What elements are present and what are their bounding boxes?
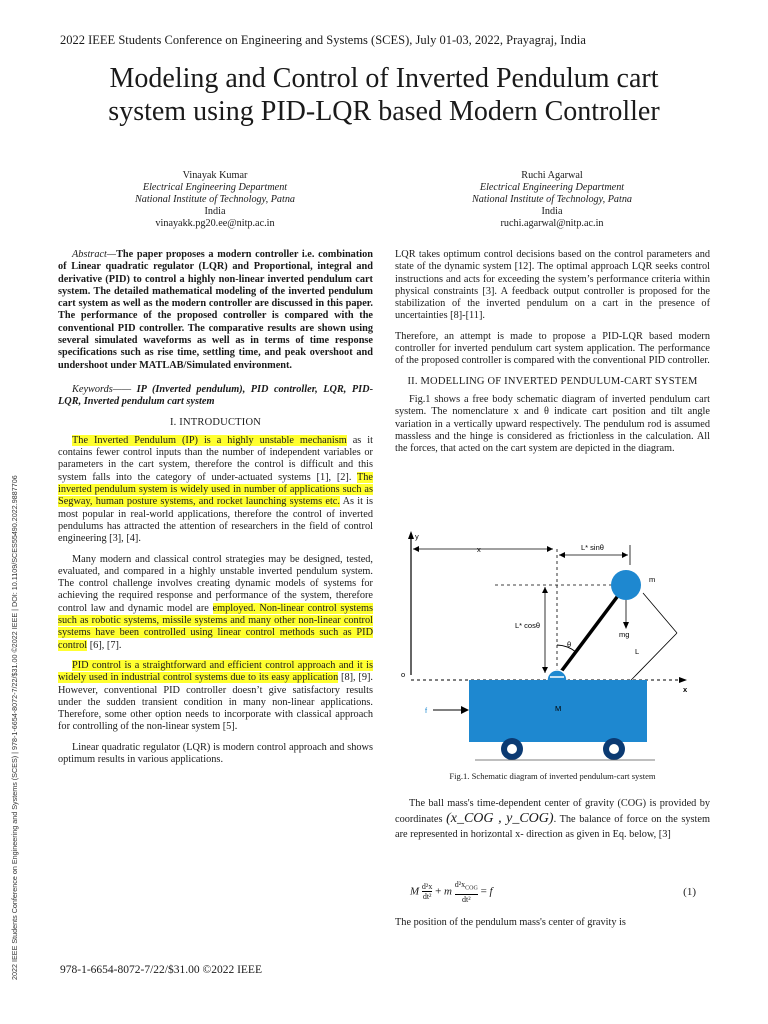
- title-line-1: Modeling and Control of Inverted Pendulum cart: [109, 63, 659, 94]
- y-axis-arrow: [408, 531, 414, 539]
- author-1: [100, 170, 330, 230]
- author-inst: National Institute of Technology, Patna: [134, 194, 296, 205]
- right-paragraph-2: Therefore, an attempt is made to propose a PID-LQR based modern controller for inverted pendulum cart system application. The performance of the proposed controller is compared with the conventional PID controller.: [395, 330, 710, 367]
- keywords-text: IP (Inverted pendulum), PID controller, LQR, PID-LQR, Inverted pendulum cart system: [58, 383, 373, 408]
- abstract-label: Abstract—: [72, 249, 117, 260]
- keywords-label: Keywords——: [72, 383, 132, 395]
- x-axis-arrow: [679, 677, 687, 683]
- label-L: L: [635, 647, 640, 656]
- label-x-axis: x: [683, 685, 688, 694]
- highlight: The inverted pendulum system is widely used in number of applications such as Segway, human posture systems, and rocket launching systems etc.: [58, 471, 373, 508]
- figure-caption: Fig.1. Schematic diagram of inverted pendulum-cart system: [449, 771, 656, 781]
- section-1-heading: I. INTRODUCTION: [169, 416, 262, 428]
- author-country: India: [541, 206, 563, 217]
- highlight: PID control is a straightforward and efficient control approach and it is widely used in industrial control systems due to its easy application: [58, 659, 373, 684]
- abstract: [58, 249, 373, 372]
- intro-paragraph-3: PID control is a straightforward and efficient control approach and it is widely used in industrial control systems due to its easy application [8], [9]. However, conventional PID controller doesn’t give satisfactory results under the sudden transient condition in many non-linear applications. Therefore, some other option needs to incorporate with classical approach for controlling of the non-linear system [5].: [58, 659, 373, 733]
- pendulum-ball: [611, 570, 641, 600]
- right-column-lower: [395, 796, 710, 850]
- L-guide-top: [643, 593, 677, 633]
- intro-paragraph-2: Many modern and classical control strategies may be designed, tested, evaluated, and compared in a highly unstable inverted pendulum system. The control challenge involves creating dynamic models of systems for achieving the required response and performance of the system, therefore control law and dynamic model are employed. Non-linear control systems such as robotic systems, missile systems and many other non-linear control systems have been controlled using linear control methods such as PID control [6], [7].: [58, 553, 373, 651]
- right-paragraph-4: The ball mass's time-dependent center of gravity (COG) is provided by coordinates (x_COG , y_COG). The balance of force on the system are represented in horizontal x- direction as given in Eq. below, [3]: [395, 798, 710, 840]
- author-dept: Electrical Engineering Department: [142, 182, 288, 193]
- title-line-2: system using PID-LQR based Modern Controller: [108, 96, 660, 127]
- author-name: Ruchi Agarwal: [521, 170, 583, 181]
- highlight: employed. Non-linear control systems such as robotic systems, missile systems and many other non-linear control systems have been controlled using linear control methods such as PID control: [58, 602, 373, 651]
- label-x-top: x: [477, 545, 481, 554]
- lsin-arrow-left: [559, 552, 565, 558]
- label-y: y: [415, 532, 419, 541]
- sidebar-text: 2022 IEEE Students Conference on Engineering and Systems (SCES) | 978-1-6654-8072-7/22/$31.00 ©2022 IEEE | DOI: 10.1109/SCES55490.2022.9887706: [10, 475, 19, 980]
- author-email[interactable]: ruchi.agarwal@nitp.ac.in: [500, 218, 604, 229]
- x-dim-arrow-right: [547, 546, 553, 552]
- label-lcos: L* cosθ: [515, 621, 541, 630]
- figure-1-diagram: [395, 525, 715, 765]
- right-column-last: [395, 917, 710, 937]
- force-arrow: [461, 706, 469, 714]
- lcos-arrow-bottom: [542, 667, 548, 673]
- equation-1-number: (1): [683, 886, 696, 898]
- author-country: India: [204, 206, 226, 217]
- abstract-text: The paper proposes a modern controller i.e. combination of Linear quadratic regulator (LQR) and Proportional, integral and derivative (PID) to control a highly non-linear inverted pendulum cart system. The detailed mathematical modeling of the inverted pendulum cart system as well as the modern controller are discussed in this paper. The performance of the proposed controller is compared with the conventional PID controller. The comparative results are shown using several simulated waveforms as well as in terms of time response specifications such as rise time, settling time, and peak overshoot and undershoot under MATLAB/Simulated environment.: [58, 249, 373, 371]
- keywords: [58, 384, 373, 409]
- right-paragraph-1: LQR takes optimum control decisions based on the control parameters and state of the dynamic system [12]. The optimal approach LQR seeks control instructions and acts for exceeding the system’s performance criteria within physical constraints [3]. A feedback output controller is proposed for the stabilization of the inverted pendulum on a cart in the presence of uncertainties [8]-[11].: [395, 249, 710, 322]
- label-f: f: [425, 706, 428, 715]
- author-dept: Electrical Engineering Department: [479, 182, 625, 193]
- label-theta: θ: [567, 640, 572, 649]
- cog-coordinates: (x_COG , y_COG): [446, 811, 554, 826]
- intro-paragraph-4: Linear quadratic regulator (LQR) is modern control approach and shows optimum results in various applications.: [58, 741, 373, 765]
- label-o: o: [401, 670, 406, 679]
- conference-header: 2022 IEEE Students Conference on Engineering and Systems (SCES), July 01-03, 2022, Prayagraj, India: [60, 33, 586, 47]
- right-paragraph-3: Fig.1 shows a free body schematic diagram of inverted pendulum cart system. The nomenclature x and θ indicate cart position and tilt angle variation in a vertically upward respectively. The pendulum rod is assumed massless and the hinge is considered as frictionless in the calculation. All the forces, that acted on the cart system are depicted in the diagram.: [395, 393, 710, 455]
- author-inst: National Institute of Technology, Patna: [471, 194, 633, 205]
- lcos-arrow-top: [542, 587, 548, 593]
- author-email[interactable]: vinayakk.pg20.ee@nitp.ac.in: [155, 218, 275, 229]
- paper-title: [40, 62, 728, 128]
- footer-copyright: 978-1-6654-8072-7/22/$31.00 ©2022 IEEE: [60, 964, 262, 976]
- intro-paragraph-1: The Inverted Pendulum (IP) is a highly unstable mechanism as it contains fewer control inputs than the number of independent variables or parameters in the cart system, therefore the control is difficult and this system falls into the category of under-actuated systems [1], [2]. The inverted pendulum system is widely used in number of applications such as Segway, human posture systems, and rocket launching systems etc. As it is most popular in real-world applications, therefore the control of inverted pendulums has attracted the attention of researchers in the field of control engineering [3], [4].: [58, 434, 373, 545]
- hinge: [547, 670, 567, 680]
- wheel-right-hub: [609, 744, 619, 754]
- right-paragraph-5: The position of the pendulum mass's center of gravity is: [395, 917, 626, 928]
- section-2-heading: II. MODELLING OF INVERTED PENDULUM-CART SYSTEM: [407, 375, 698, 387]
- label-mg: mg: [619, 630, 630, 639]
- author-2: [437, 170, 667, 230]
- x-dim-arrow-left: [413, 546, 419, 552]
- equation-1: M $\frac{\text{d²x}}{\text{dt²}}$ + m $d^2x_{COG}$ dt² = f (1): [410, 880, 696, 904]
- label-M: M: [555, 704, 562, 713]
- left-column: [58, 249, 373, 774]
- highlight: The Inverted Pendulum (IP) is a highly unstable mechanism: [72, 434, 347, 446]
- pendulum-rod: [557, 593, 620, 677]
- label-lsin: L* sinθ: [581, 543, 604, 552]
- author-name: Vinayak Kumar: [182, 170, 248, 181]
- wheel-left-hub: [507, 744, 517, 754]
- mg-arrow: [623, 622, 629, 629]
- label-m: m: [649, 575, 656, 584]
- lsin-arrow-right: [622, 552, 628, 558]
- right-column: [395, 249, 710, 463]
